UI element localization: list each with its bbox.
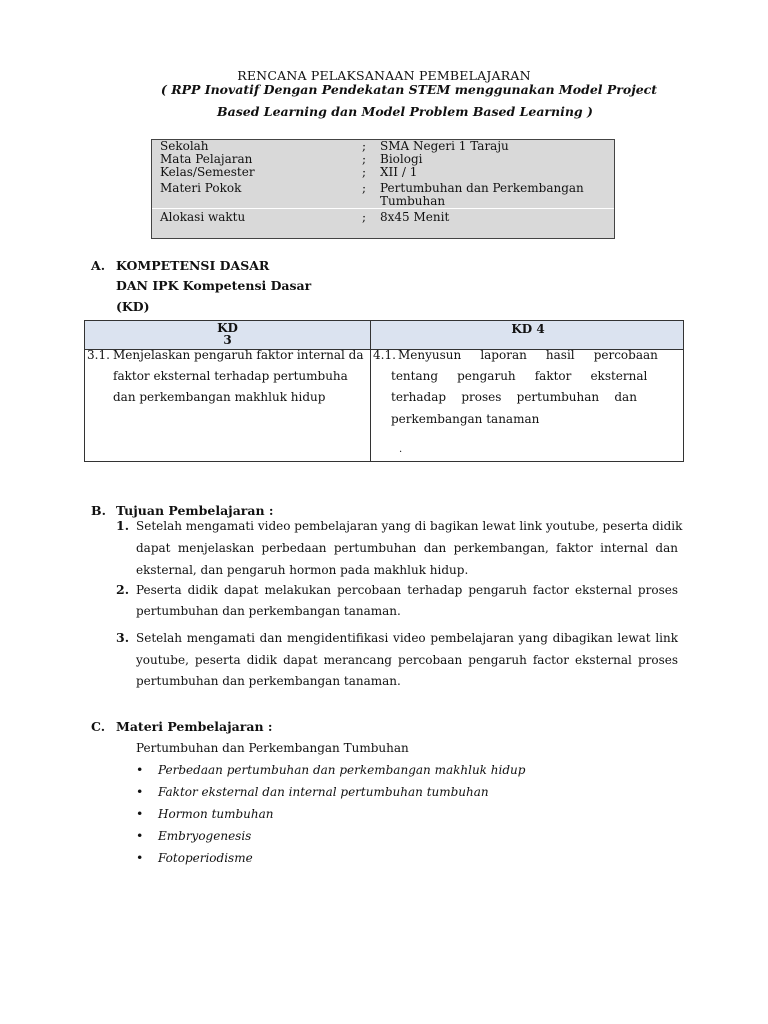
kd3-header-label: KD: [217, 321, 238, 335]
section-a-letter: A.: [91, 258, 106, 273]
document-subtitle-line2: Based Learning dan Model Problem Based Learning ): [217, 104, 593, 119]
kd4-line-2: tentang pengaruh faktor eksternal: [391, 369, 648, 383]
info-separator: ;: [362, 139, 367, 153]
info-value-time: 8x45 Menit: [380, 210, 450, 224]
kd4-header: KD 4: [511, 322, 545, 336]
objective-number: 1.: [116, 518, 130, 533]
kd-table-divider: [370, 321, 371, 461]
bullet-icon: •: [136, 762, 144, 777]
info-value-school: SMA Negeri 1 Taraju: [380, 139, 509, 153]
school-info-box: [151, 139, 615, 239]
objective-3-line-2: youtube, peserta didik dapat merancang percobaan pengaruh factor eksternal proses: [136, 653, 678, 667]
info-value-class: XII / 1: [380, 165, 418, 179]
section-b-title: Tujuan Pembelajaran :: [116, 503, 274, 518]
material-item: Perbedaan pertumbuhan dan perkembangan makhluk hidup: [158, 763, 526, 777]
info-divider: [152, 208, 614, 209]
material-item: Hormon tumbuhan: [158, 807, 274, 821]
kd3-line-3: dan perkembangan makhluk hidup: [113, 390, 326, 404]
info-separator: ;: [362, 152, 367, 166]
kd4-line-1: Menyusun laporan hasil percobaan: [398, 348, 658, 362]
kd3-header-number: 3: [223, 333, 232, 347]
kd3-line-1: Menjelaskan pengaruh faktor internal da: [113, 348, 364, 362]
objective-1-line-2: dapat menjelaskan perbedaan pertumbuhan dan perkembangan, faktor internal dan: [136, 541, 678, 555]
objective-1-line-3: eksternal, dan pengaruh hormon pada makhluk hidup.: [136, 563, 469, 577]
objective-2-line-1: Peserta didik dapat melakukan percobaan terhadap pengaruh factor eksternal proses: [136, 583, 678, 597]
info-label-school: Sekolah: [160, 139, 209, 153]
kd4-line-3: terhadap proses pertumbuhan dan: [391, 390, 637, 404]
objective-2-line-2: pertumbuhan dan perkembangan tanaman.: [136, 604, 401, 618]
bullet-icon: •: [136, 806, 144, 821]
kd-table: [84, 320, 684, 462]
info-label-topic: Materi Pokok: [160, 181, 242, 195]
info-value-subject: Biologi: [380, 152, 423, 166]
section-c-letter: C.: [91, 719, 106, 734]
kd3-number: 3.1.: [87, 348, 110, 362]
section-a-title: KOMPETENSI DASAR: [116, 258, 270, 273]
objective-number: 3.: [116, 630, 130, 645]
objective-3-line-3: pertumbuhan dan perkembangan tanaman.: [136, 674, 401, 688]
document-title: RENCANA PELAKSANAAN PEMBELAJARAN: [237, 68, 531, 83]
section-c-title: Materi Pembelajaran :: [116, 719, 273, 734]
section-a-subtitle: DAN IPK Kompetensi Dasar: [116, 278, 312, 293]
material-item: Fotoperiodisme: [158, 851, 253, 865]
objective-3-line-1: Setelah mengamati dan mengidentifikasi video pembelajaran yang dibagikan lewat link: [136, 631, 678, 645]
bullet-icon: •: [136, 784, 144, 799]
info-label-class: Kelas/Semester: [160, 165, 255, 179]
info-separator: ;: [362, 165, 367, 179]
info-label-time: Alokasi waktu: [160, 210, 246, 224]
objective-1-line-1: Setelah mengamati video pembelajaran yang di bagikan lewat link youtube, peserta didik: [136, 519, 683, 533]
material-item: Embryogenesis: [158, 829, 252, 843]
info-value-topic-cont: Tumbuhan: [380, 194, 446, 208]
document-subtitle-line1: ( RPP Inovatif Dengan Pendekatan STEM menggunakan Model Project: [160, 82, 658, 97]
section-b-letter: B.: [91, 503, 106, 518]
material-item: Faktor eksternal dan internal pertumbuhan tumbuhan: [158, 785, 489, 799]
kd4-line-4: perkembangan tanaman: [391, 412, 540, 426]
kd4-trailing-dot: .: [399, 444, 403, 455]
info-value-topic: Pertumbuhan dan Perkembangan: [380, 181, 584, 195]
info-label-subject: Mata Pelajaran: [160, 152, 253, 166]
objective-number: 2.: [116, 582, 130, 597]
info-separator: ;: [362, 181, 367, 195]
bullet-icon: •: [136, 850, 144, 865]
kd4-number: 4.1.: [373, 348, 396, 362]
bullet-icon: •: [136, 828, 144, 843]
materials-intro: Pertumbuhan dan Perkembangan Tumbuhan: [136, 741, 409, 755]
section-a-subtitle-kd: (KD): [116, 299, 150, 314]
kd3-line-2: faktor eksternal terhadap pertumbuha: [113, 369, 348, 383]
info-separator: ;: [362, 210, 367, 224]
